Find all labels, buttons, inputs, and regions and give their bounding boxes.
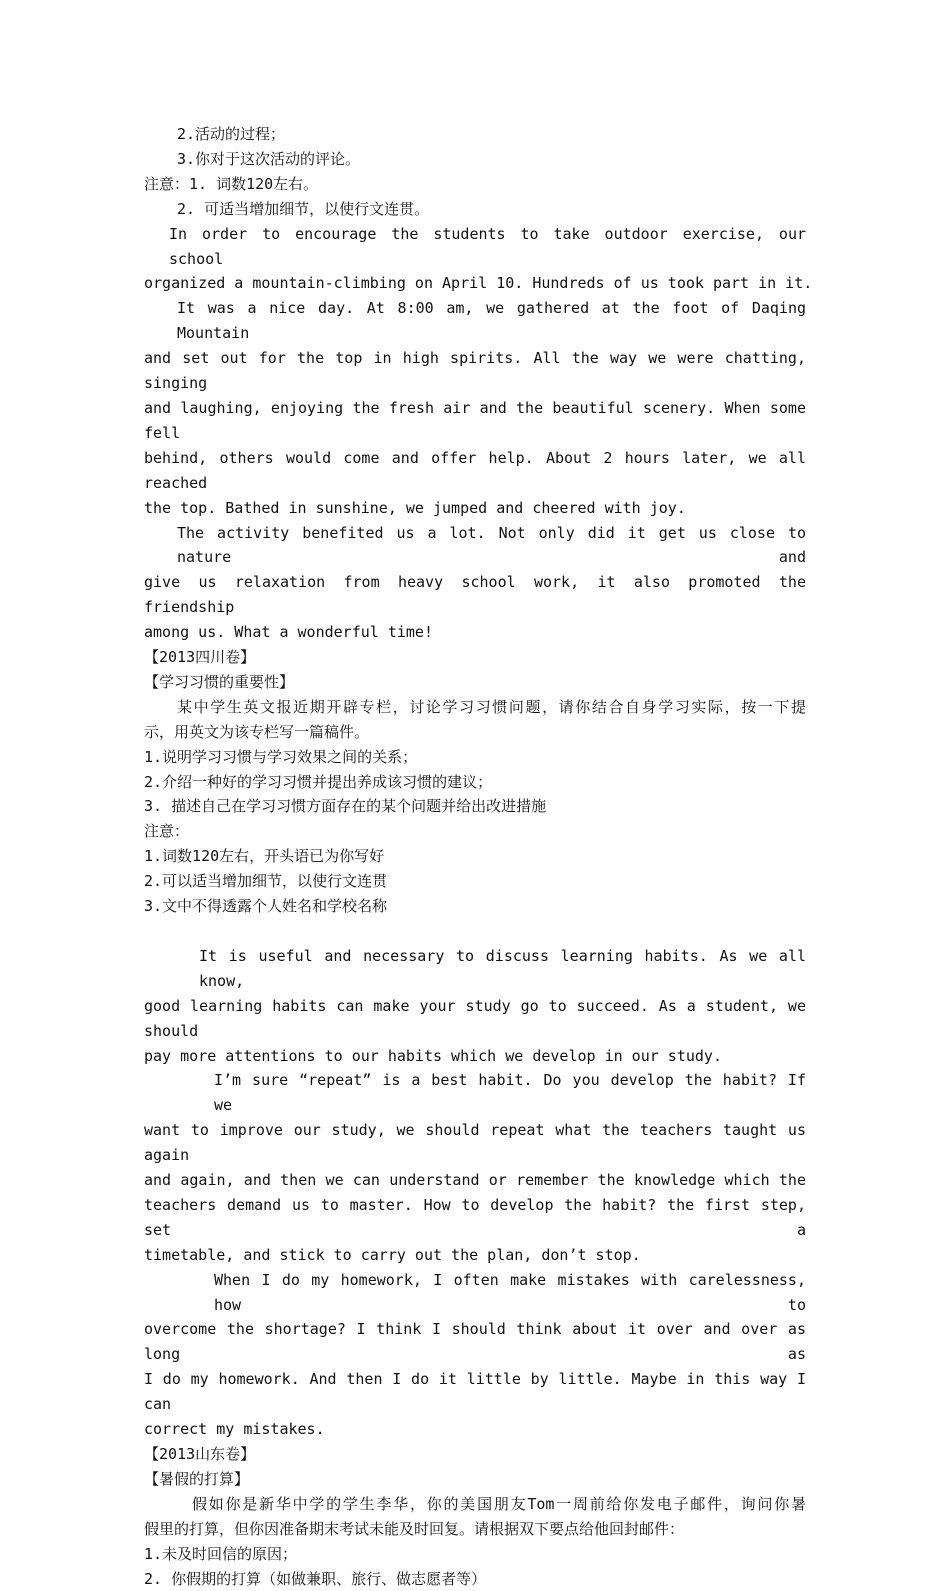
habits-essay-line: correct my mistakes. <box>144 1420 325 1439</box>
mountain-essay-line: and set out for the top in high spirits. All the way we were chatting, singing <box>144 349 806 393</box>
mountain-essay-line: behind, others would come and offer help. About 2 hours later, we all reached <box>144 448 806 492</box>
sichuan-prompt-line: 某中学生英文报近期开辟专栏，讨论学习习惯问题，请你结合自身学习实际，按一下提 <box>177 697 806 716</box>
sichuan-prompt-line: 示，用英文为该专栏写一篇稿件。 <box>144 722 370 741</box>
sichuan-topic-heading: 【学习习惯的重要性】 <box>144 672 295 691</box>
habits-essay-line: teachers demand us to master. How to develop the habit? the first step, set a <box>144 1195 806 1239</box>
shandong-requirement-1: 1.未及时回信的原因； <box>144 1544 298 1563</box>
habits-essay-line: When I do my homework, I often make mistakes with carelessness, how to <box>214 1270 806 1314</box>
habits-essay-line: I’m sure “repeat” is a best habit. Do you develop the habit? If we <box>214 1071 806 1115</box>
habits-essay-line: timetable, and stick to carry out the plan, don’t stop. <box>144 1245 641 1264</box>
mountain-essay-line: give us relaxation from heavy school work, it also promoted the friendship <box>144 573 806 617</box>
blank-spacer <box>144 919 806 944</box>
mountain-essay-line: the top. Bathed in sunshine, we jumped and cheered with joy. <box>144 498 686 517</box>
shandong-topic-heading: 【暑假的打算】 <box>144 1469 250 1488</box>
habits-essay-line: and again, and then we can understand or remember the knowledge which the <box>144 1171 806 1190</box>
mountain-essay-line: The activity benefited us a lot. Not only did it get us close to nature and <box>177 523 806 567</box>
mountain-essay-line: among us. What a wonderful time! <box>144 623 433 642</box>
shandong-prompt-line: 假如你是新华中学的学生李华，你的美国朋友Tom一周前给你发电子邮件，询问你暑 <box>192 1494 806 1513</box>
note-line-1: 注意：1. 词数120左右。 <box>144 174 319 193</box>
mountain-essay-line: In order to encourage the students to take outdoor exercise, our school <box>169 224 806 268</box>
document-page <box>144 122 813 1591</box>
sichuan-requirement-3: 3. 描述自己在学习习惯方面存在的某个问题并给出改进措施 <box>144 797 547 816</box>
habits-essay-line: good learning habits can make your study go to succeed. As a student, we should <box>144 996 806 1040</box>
sichuan-requirement-1: 1.说明学习习惯与学习效果之间的关系； <box>144 747 418 766</box>
mountain-essay-line: organized a mountain-climbing on April 10. Hundreds of us took part in it. <box>144 274 813 293</box>
habits-essay-line: want to improve our study, we should repeat what the teachers taught us again <box>144 1121 806 1165</box>
mountain-essay-line: It was a nice day. At 8:00 am, we gathered at the foot of Daqing Mountain <box>177 299 806 343</box>
habits-essay-line: pay more attentions to our habits which we develop in our study. <box>144 1046 722 1065</box>
sichuan-note-2: 2.可以适当增加细节，以使行文连贯 <box>144 872 388 891</box>
mountain-essay-line: and laughing, enjoying the fresh air and the beautiful scenery. When some fell <box>144 398 806 442</box>
habits-essay-line: It is useful and necessary to discuss learning habits. As we all know, <box>199 946 806 990</box>
habits-essay-line: overcome the shortage? I think I should think about it over and over as long as <box>144 1320 806 1364</box>
sichuan-note-3: 3.文中不得透露个人姓名和学校名称 <box>144 897 388 916</box>
task-item-2: 2.活动的过程； <box>177 125 286 143</box>
sichuan-requirement-2: 2.介绍一种好的学习习惯并提出养成该习惯的建议； <box>144 772 493 791</box>
sichuan-source-heading: 【2013四川卷】 <box>144 648 256 667</box>
shandong-requirement-2: 2. 你假期的打算（如做兼职、旅行、做志愿者等） <box>144 1569 487 1588</box>
habits-essay-line: I do my homework. And then I do it little by little. Maybe in this way I can <box>144 1370 806 1414</box>
task-item-3: 3.你对于这次活动的评论。 <box>177 149 361 168</box>
note-line-2: 2. 可适当增加细节，以使行文连贯。 <box>177 199 430 218</box>
sichuan-note-1: 1.词数120左右，开头语已为你写好 <box>144 847 385 866</box>
shandong-prompt-line: 假里的打算，但你因准备期末考试未能及时回复。请根据双下要点给他回封邮件： <box>144 1519 685 1538</box>
shandong-source-heading: 【2013山东卷】 <box>144 1445 256 1464</box>
sichuan-note-label: 注意： <box>144 822 190 841</box>
